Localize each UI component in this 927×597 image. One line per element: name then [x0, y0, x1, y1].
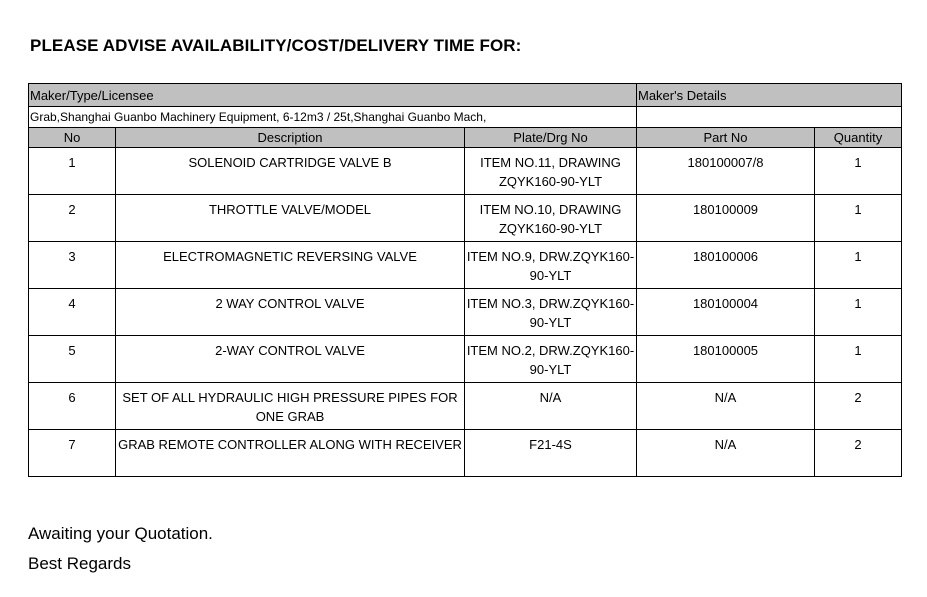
table-row: [29, 289, 902, 336]
item-part-no: 180100006: [637, 242, 815, 289]
item-quantity: 1: [815, 195, 902, 242]
item-plate: N/A: [465, 383, 637, 430]
column-header-plate: Plate/Drg No: [465, 128, 637, 148]
column-header-row: [29, 128, 902, 148]
item-quantity: 1: [815, 336, 902, 383]
parts-request-table: [28, 83, 902, 477]
column-header-part: Part No: [637, 128, 815, 148]
item-quantity: 1: [815, 289, 902, 336]
item-quantity: 2: [815, 430, 902, 477]
item-part-no: 180100007/8: [637, 148, 815, 195]
table-row: [29, 148, 902, 195]
item-no: 5: [29, 336, 116, 383]
item-plate: ITEM NO.2, DRW.ZQYK160-90-YLT: [465, 336, 637, 383]
item-no: 1: [29, 148, 116, 195]
item-description: ELECTROMAGNETIC REVERSING VALVE: [116, 242, 465, 289]
makers-details-cell: [637, 107, 902, 128]
item-quantity: 1: [815, 148, 902, 195]
item-description: 2 WAY CONTROL VALVE: [116, 289, 465, 336]
table-row: [29, 195, 902, 242]
maker-header-row: [29, 84, 902, 107]
item-description: 2-WAY CONTROL VALVE: [116, 336, 465, 383]
table-row: [29, 242, 902, 289]
item-no: 6: [29, 383, 116, 430]
maker-info-cell: Grab,Shanghai Guanbo Machinery Equipment, 6-12m3 / 25t,Shanghai Guanbo Mach,: [29, 107, 637, 128]
table-row: [29, 430, 902, 477]
item-description: SET OF ALL HYDRAULIC HIGH PRESSURE PIPES FOR ONE GRAB: [116, 383, 465, 430]
item-plate: ITEM NO.9, DRW.ZQYK160-90-YLT: [465, 242, 637, 289]
best-regards-text: Best Regards: [28, 554, 131, 573]
item-part-no: N/A: [637, 383, 815, 430]
item-part-no: N/A: [637, 430, 815, 477]
item-description: SOLENOID CARTRIDGE VALVE B: [116, 148, 465, 195]
maker-info-row: [29, 107, 902, 128]
item-plate: F21-4S: [465, 430, 637, 477]
table-row: [29, 336, 902, 383]
page-heading: PLEASE ADVISE AVAILABILITY/COST/DELIVERY TIME FOR:: [30, 36, 522, 55]
item-no: 2: [29, 195, 116, 242]
item-no: 7: [29, 430, 116, 477]
item-quantity: 2: [815, 383, 902, 430]
column-header-no: No: [29, 128, 116, 148]
item-no: 3: [29, 242, 116, 289]
item-part-no: 180100009: [637, 195, 815, 242]
item-part-no: 180100005: [637, 336, 815, 383]
item-plate: ITEM NO.3, DRW.ZQYK160-90-YLT: [465, 289, 637, 336]
maker-type-licensee-label: Maker/Type/Licensee: [29, 84, 637, 107]
makers-details-label: Maker's Details: [637, 84, 902, 107]
item-plate: ITEM NO.10, DRAWING ZQYK160-90-YLT: [465, 195, 637, 242]
awaiting-quotation-text: Awaiting your Quotation.: [28, 524, 213, 543]
item-description: GRAB REMOTE CONTROLLER ALONG WITH RECEIVER: [116, 430, 465, 477]
table-row: [29, 383, 902, 430]
item-no: 4: [29, 289, 116, 336]
item-quantity: 1: [815, 242, 902, 289]
column-header-quantity: Quantity: [815, 128, 902, 148]
item-description: THROTTLE VALVE/MODEL: [116, 195, 465, 242]
item-part-no: 180100004: [637, 289, 815, 336]
item-plate: ITEM NO.11, DRAWING ZQYK160-90-YLT: [465, 148, 637, 195]
column-header-description: Description: [116, 128, 465, 148]
